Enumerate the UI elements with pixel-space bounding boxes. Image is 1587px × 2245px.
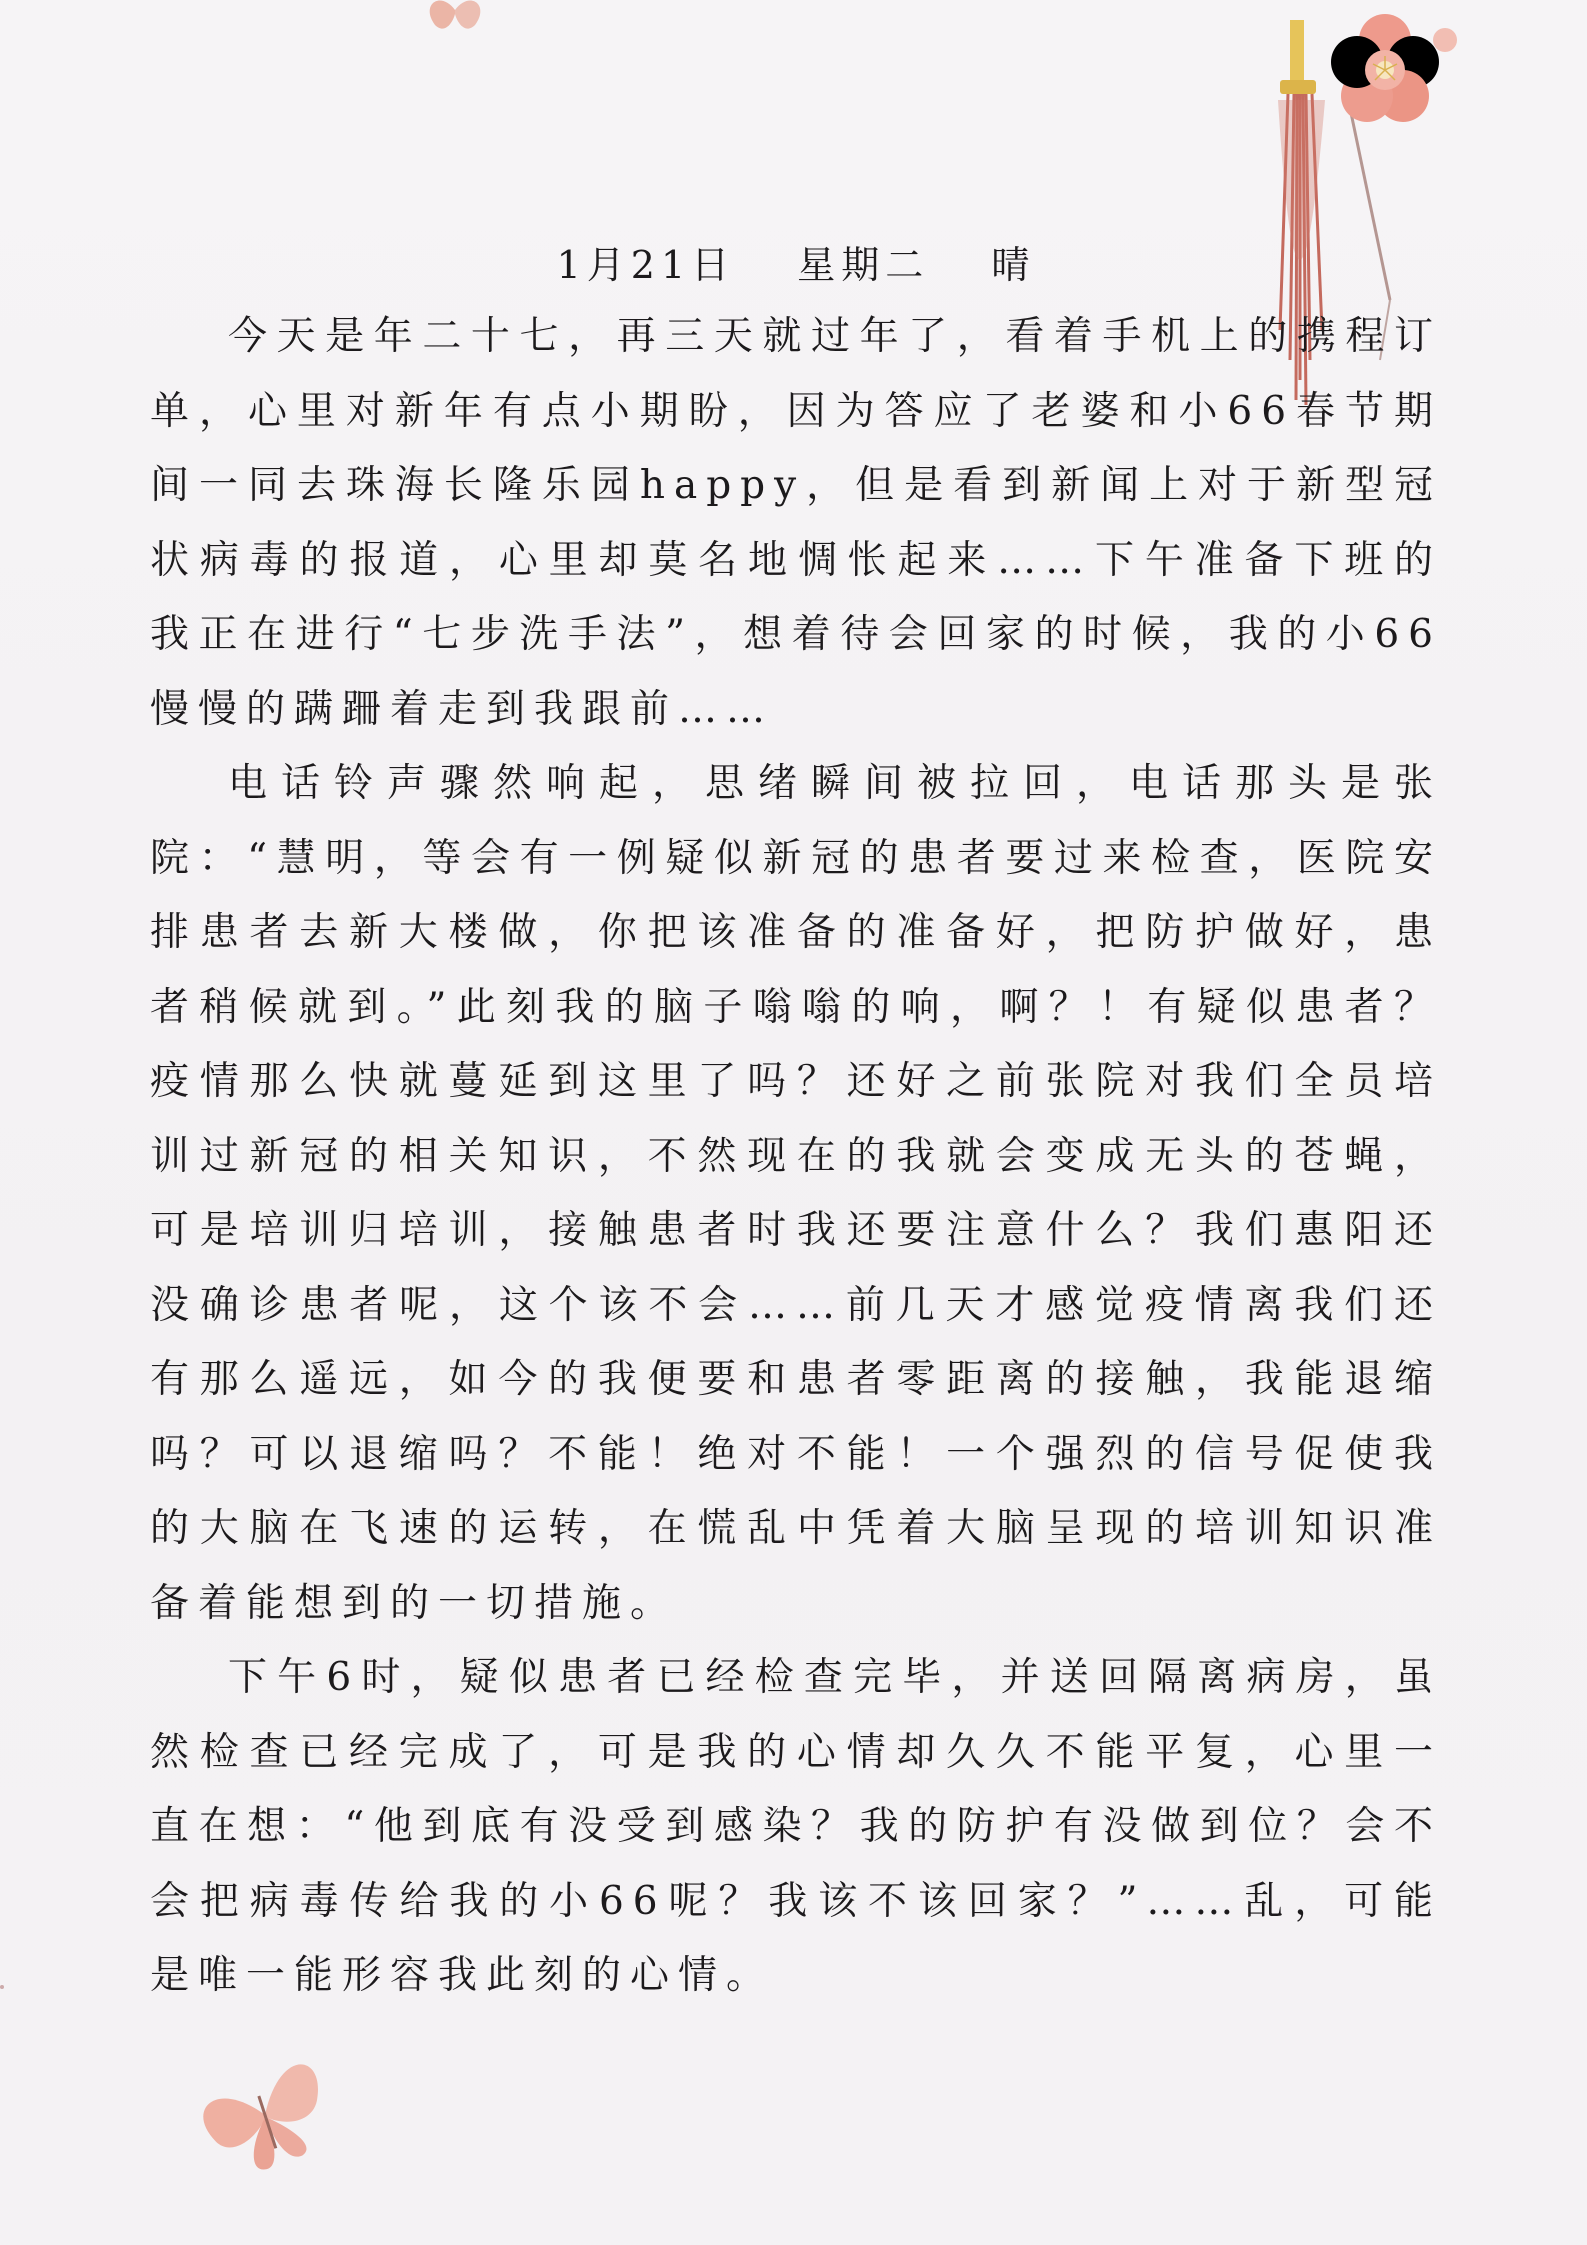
- paragraph-1: 今天是年二十七，再三天就过年了，看着手机上的携程订单，心里对新年有点小期盼，因为答应了老婆和小66春节期间一同去珠海长隆乐园happy，但是看到新闻上对于新型冠状病毒的报道，心里却莫名地惆怅起来……下午准备下班的我正在进行“七步洗手法”，想着待会回家的时候，我的小66慢慢的蹒跚着走到我跟前……: [150, 314, 1442, 732]
- weather-text: 晴: [991, 243, 1036, 287]
- diary-content: [150, 230, 1442, 2014]
- date-text: 1月21日: [556, 243, 736, 287]
- butterfly-bottom-icon: [190, 2055, 340, 2175]
- paragraph-3: 下午6时，疑似患者已经检查完毕，并送回隔离病房，虽然检查已经完成了，可是我的心情却久久不能平复，心里一直在想：“他到底有没受到感染？我的防护有没做到位？会不会把病毒传给我的小66呢？我该不该回家？”……乱，可能是唯一能形容我此刻的心情。: [150, 1655, 1442, 1998]
- plum-blossom-icon: [1310, 0, 1460, 150]
- paragraph-2: 电话铃声骤然响起，思绪瞬间被拉回，电话那头是张院：“慧明，等会有一例疑似新冠的患者要过来检查，医院安排患者去新大楼做，你把该准备的准备好，把防护做好，患者稍候就到。”此刻我的脑子嗡嗡的响，啊？！有疑似患者？疫情那么快就蔓延到这里了吗？还好之前张院对我们全员培训过新冠的相关知识，不然现在的我就会变成无头的苍蝇，可是培训归培训，接触患者时我还要注意什么？我们惠阳还没确诊患者呢，这个该不会……前几天才感觉疫情离我们还有那么遥远，如今的我便要和患者零距离的接触，我能退缩吗？可以退缩吗？不能！绝对不能！一个强烈的信号促使我的大脑在飞速的运转，在慌乱中凭着大脑呈现的培训知识准备着能想到的一切措施。: [150, 761, 1442, 1626]
- weekday-text: 星期二: [797, 243, 930, 287]
- date-header: [150, 230, 1442, 300]
- decorative-dot: [0, 1985, 4, 1989]
- butterfly-top-icon: [420, 0, 490, 40]
